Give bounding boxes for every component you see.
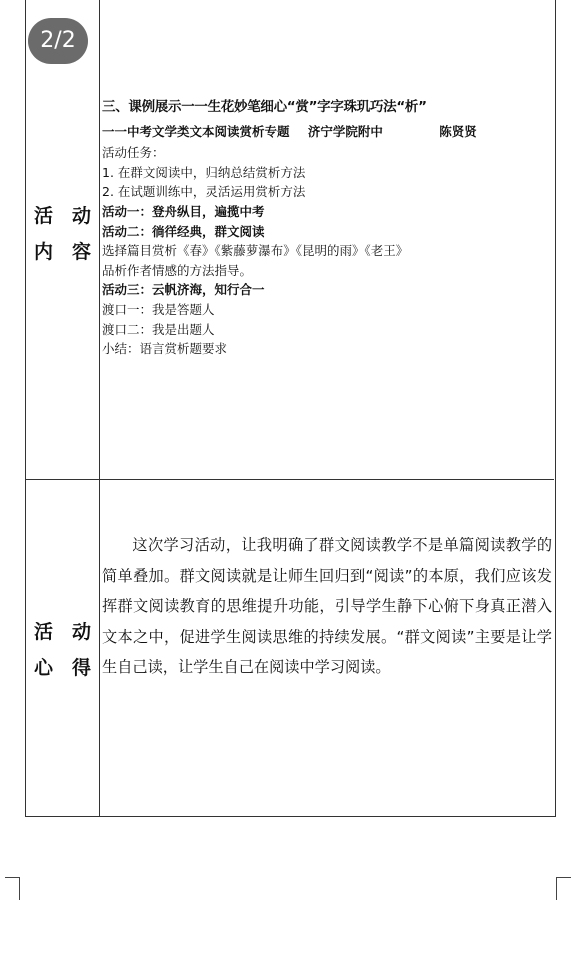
- activity-line: 渡口二：我是出题人: [102, 321, 215, 337]
- activity-line: 活动任务：: [102, 145, 165, 161]
- subtitle-school: 济宁学院附中: [307, 123, 383, 139]
- activity-line: 活动一：登舟纵目，遍揽中考: [102, 203, 265, 219]
- reflection-paragraph: 这次学习活动，让我明确了群文阅读教学不是单篇阅读教学的简单叠加。群文阅读就是让师生回归到“阅读”的本原，我们应该发挥群文阅读教育的思维提升功能，引导学生静下心俯下身真正潜入文本之中，促进学生阅读思维的持续发展。“群文阅读”主要是让学生自己读，让学生自己在阅读中学习阅读。: [102, 536, 552, 676]
- label-char: 得: [71, 656, 91, 679]
- activity-lines: [102, 143, 550, 359]
- activity-reflection-cell: [102, 530, 552, 683]
- lesson-subtitle: [102, 122, 550, 142]
- table-row-divider: [25, 479, 554, 480]
- row-label-activity-reflection: [25, 612, 99, 684]
- activity-content-cell: [102, 98, 550, 359]
- table-column-divider: [99, 0, 100, 816]
- activity-line: 1. 在群文阅读中，归纳总结赏析方法: [102, 164, 306, 180]
- label-char: 心: [34, 656, 54, 679]
- row-label-activity-content: [25, 196, 99, 268]
- lesson-heading: 三、课例展示一一生花妙笔细心“赏”字字珠玑巧法“析”: [102, 99, 427, 115]
- page-corner-mark-left: [5, 877, 20, 900]
- page-corner-mark-right: [556, 877, 571, 900]
- activity-line: 活动三：云帆济海，知行合一: [102, 282, 265, 298]
- activity-line: 2. 在试题训练中，灵活运用赏析方法: [102, 184, 306, 200]
- label-char: 活: [34, 620, 54, 643]
- subtitle-topic: 一一中考文学类文本阅读赏析专题: [102, 123, 290, 139]
- label-char: 动: [71, 620, 91, 643]
- page-indicator-badge: 2/2: [28, 18, 88, 64]
- subtitle-teacher: 陈贤贤: [439, 123, 477, 139]
- activity-line: 品析作者情感的方法指导。: [102, 262, 253, 278]
- activity-line: 渡口一：我是答题人: [102, 301, 215, 317]
- activity-line: 选择篇目赏析《春》《紫藤萝瀑布》《昆明的雨》《老王》: [102, 243, 409, 259]
- activity-line: 活动二：徜徉经典，群文阅读: [102, 223, 265, 239]
- label-char: 内: [34, 240, 54, 263]
- activity-line: 小结：语言赏析题要求: [102, 341, 228, 357]
- label-char: 活: [34, 204, 54, 227]
- label-char: 动: [71, 204, 91, 227]
- label-char: 容: [71, 240, 91, 263]
